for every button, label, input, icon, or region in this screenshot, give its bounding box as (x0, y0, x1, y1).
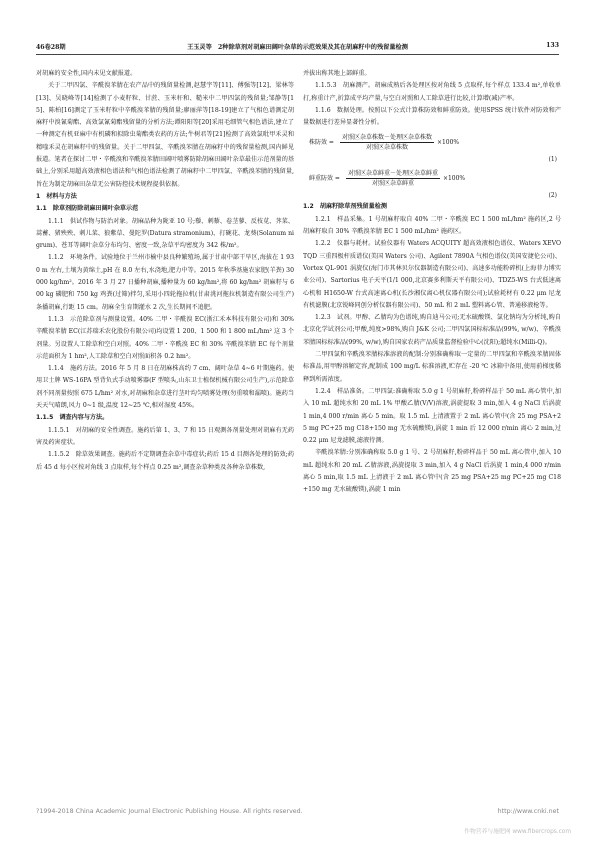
section-heading: 1.1.5 调查内容与方法。 (36, 414, 109, 422)
paragraph: 1.1.5.1 对胡麻的安全性调查。施药后第 1、3、7 和 15 日观测各剂量处理对胡麻有无药害及药害症状。 (36, 426, 294, 446)
running-header (36, 40, 559, 55)
paragraph: 1.2.2 仪器与耗材。试验仪器有 Waters ACQUITY 超高效液相色谱仪、Waters XEVO TQD 三重四极杆质谱仪(美国 Waters 公司)、Agilent 7890A 气相色谱仪(美国安捷伦公司)、Vortex QL-901 涡旋仪(海门市其林贝尔仪器制造有限公司)、高速多功能粉碎机(上海菲力博实业公司)、Sartorius 电子天平(1/1 000,北京赛多利斯天平有限公司)、TDZ5-WS 台式低速离心机和 H1650-W 台式高速离心机(长沙湘仪离心机仪器有限公司);试验耗材有 0.22 μm 尼龙有机滤膜(北京锐峰同创分析仪器有限公司)、50 mL 和 2 mL 塑料离心管、普通移液枪等。 (303, 240, 561, 309)
formula-suffix: ×100% (442, 174, 466, 182)
copyright-text: ?1994-2018 China Academic Journal Electronic Publishing House. All rights reserved. (36, 808, 303, 815)
page-number: 133 (546, 42, 559, 49)
paragraph: 1.1.5.2 除草效果调查。施药后不定期调查杂草中毒症状;药后 15 d 目测各处理的防效;药后 45 d 每小区按对角线 3 点取样,每个样点 0.25 m²,调查杂草种类及各种杂草株数, (36, 451, 294, 471)
fraction (340, 133, 434, 152)
paragraph: 1.2.1 样品采集。1 号胡麻籽取自 40% 二甲・辛酰溴 EC 1 500 mL/hm² 施药区,2 号胡麻籽取自 30% 辛酰溴苯腈 EC 1 500 mL/hm² 施药区。 (303, 215, 561, 236)
paragraph: 关于二甲四氯、辛酰溴苯腈在农产品中的残留量检测,赵慧宇等[11]、傅强等[12]、梁林等[13]、吴晓峰等[14]检测了小麦籽粒、甘蔗、玉米秆和、糙米中二甲四氯的残留量;邹静等[15]、陈柏[16]测定了玉米籽粒中辛酰溴苯腈的残留量;廖丽萍等[18-19]建立了气相色谱测定胡麻籽中溴氰菊酯、高效氯氰菊酯残留量的分析方法;谭阳阳等[20]采用毛细管气相色谱法,建立了一种测定有机亚麻中有机磷和拟除虫菊酯类农药的方法;牛树君等[21]检测了高效氯吡甲禾灵和精喹禾灵在胡麻籽中的残留量。关于二甲四氯、辛酰溴苯腈在胡麻籽中的残留量检测,国内鲜见报道。笔者在探讨二甲・辛酰溴和辛酰溴苯腈田阔叶喷雾防除胡麻田阔叶杂草最佳示范剂量的基础上,分别采用超高效液相色谱法和气相色谱法检测了胡麻籽中二甲四氯、辛酰溴苯腈的残留量,旨在为制定胡麻田杂草无公害防控技术规程提供依据。 (36, 82, 294, 188)
equation-number: (1) (548, 156, 557, 164)
formula (309, 133, 561, 152)
paragraph: 1.2.3 试剂。甲醇、乙腈均为色谱纯,购自迪马公司;无水硫酸镁、氯化钠均为分析纯,购自北京化学试剂公司;甲酸,纯度>98%,购自 J&K 公司;二甲四氯国标标准品(99%, w/w)、辛酰溴苯腈国标标准品(99%, w/w),购自国家农药产品质量监督检验中心(沈阳);超纯水(Milli-Q)。 (303, 314, 561, 346)
section-heading: 1.1 除草剂防除胡麻田阔叶杂草示范 (36, 205, 139, 213)
numerator: 对照区杂草鲜重－处理区杂草鲜重 (347, 170, 438, 178)
footer-link[interactable]: http://www.cnki.net (497, 808, 559, 815)
watermark: 作物营养与施肥网 www.fibercrops.com (464, 829, 571, 835)
denominator: 对照区杂草鲜重 (371, 180, 414, 188)
paragraph: 1.1.4 施药方法。2016 年 5 月 8 日在胡麻株高约 7 cm、阔叶杂草 4~6 叶期施药。使用卫士牌 WS-16PA 型背负式手动喷雾器(F 型喷头,山东卫士植保机械有限公司生产),示范除草剂不同剂量按照 675 L/hm² 对水,对胡麻和杂草进行茎叶均匀喷雾处理(勿重喷和漏喷)。施药当天天气晴朗,风力 0~1 级,温度 12~25 ℃,相对湿度 45%。 (36, 365, 294, 410)
paragraph: 辛酰溴苯腈:分别准确称取 5.0 g 1 号、2 号胡麻籽,粉碎样品于 50 mL 离心管中,加入 10 mL 超纯水和 20 mL 乙腈溶液,涡旋提取 3 min,加入 4 g NaCl 后涡旋 1 min,4 000 r/min 离心 5 min,取 1.5 mL 上清液于 2 mL 离心管中(含 25 mg PSA+25 mg PC+25 mg C18+150 mg 无水硫酸镁),涡旋 1 min (303, 449, 561, 494)
formula-block (303, 133, 561, 201)
paragraph: 1.1.6 数据处理。按照以下公式计算株防效和鲜重防效。使用SPSS 统计软件对防效和产量数据进行差异显著性分析。 (303, 106, 561, 127)
paragraph: 1.1.5.3 胡麻测产。胡麻成熟后各处理区按对角线 5 点取样,每个样点 133.4 m²,单收单打,称重计产,折算成平均产量,与空白对照和人工除草进行比较,计算增(减)产率。 (303, 82, 561, 102)
paragraph: 1.1.1 供试作物与防治对象。胡麻品种为陇亚 10 号;藜、刺藜、卷茎蓼、反枝苋、荠菜、蒿蓄、猪殃殃、刺儿菜、狼紫草、曼陀罗(Datura stramonium)、打碗花、龙葵(Solanum nigrum)、苍耳等阔叶杂草分布均匀、密度一致,杂草平均密度为 342 株/m²。 (36, 217, 294, 250)
denominator: 对照区杂草株数 (365, 144, 408, 152)
formula-name: 鲜重防效 = (309, 174, 340, 182)
right-column (303, 68, 561, 497)
formula (309, 169, 561, 188)
paragraph: 并拔出称其地上部鲜重。 (303, 70, 371, 77)
paragraph: 1.2.4 样品准备。二甲四氯:准确称取 5.0 g 1 号胡麻籽,粉碎样品于 50 mL 离心管中,加入 10 mL 超纯水和 20 mL 1% 甲酸乙腈(V/V)溶液,涡旋提取 3 min,加入 4 g NaCl 后涡旋 1 min,4 000 r/min 离心 5 min。取 1.5 mL 上清液置于 2 mL 离心管中(含 25 mg PSA+25 mg PC+25 mg C18+150 mg 无水硫酸镁),涡旋 1 min 后 12 000 r/min 离心 2 min,过 0.22 μm 尼龙滤膜,滤液待测。 (303, 387, 561, 445)
paragraph: 二甲四氯和辛酰溴苯腈标准溶液的配制:分别准确称取一定量的二甲四氯和辛酰溴苯腈固体标准品,用甲醇溶解定容,配制成 100 mg/L 标准溶液,贮存在 -20 ℃ 冰箱中备用,使用前梯度稀释到所需浓度。 (303, 351, 561, 383)
formula-suffix: ×100% (436, 138, 460, 146)
fraction (346, 169, 440, 188)
copyright-footer (36, 808, 559, 815)
article-running-title: 王玉灵等 2种除草剂对胡麻田阔叶杂草的示范效果及其在胡麻籽中的残留量检测 (187, 44, 408, 51)
formula-name: 株防效 = (309, 138, 334, 146)
section-heading: 1 材料与方法 (36, 192, 77, 200)
section-heading: 1.2 胡麻籽除草剂残留量检测 (303, 203, 387, 211)
paragraph: 1.1.3 示范除草剂与测量设置。40% 二甲・辛酰溴 EC(浙江禾本科技有限公司)和 30% 辛酰溴苯腈 EC(江苏瑞禾农化股份有限公司)均设置 1 200、1 500 和 1 800 mL/hm² 这 3 个剂量。另设置人工除草和空白对照。40% 二甲・辛酰溴 EC 和 30% 辛酰溴苯腈 EC 每个剂量示范面积为 1 hm²,人工除草和空白对照面积各 0.2 hm²。 (36, 315, 294, 360)
equation-number: (2) (548, 192, 557, 200)
paragraph: 对胡麻的安全性,国内未见文献报道。 (36, 70, 137, 77)
numerator: 对照区杂草株数－处理区杂草株数 (341, 134, 432, 142)
journal-volume: 46卷28期 (36, 44, 66, 51)
left-column (36, 68, 294, 474)
paragraph: 1.1.2 环境条件。试验地位于兰州市榆中县良种繁殖场,属于甘肃中部干旱区,海拔在 1 930 m 左右,土壤为黄绵土,pH 在 8.0 左右,水浇地,肥力中等。2015 年秋季基施农家肥(羊粪) 30 000 kg/hm²。2016 年 3 月 27 日播种胡麻,播种量为 60 kg/hm²,将 60 kg/hm² 胡麻籽与 600 kg 磷肥和 750 kg 鸡粪(过筛)拌匀,采用小四轮拖拉机(甘肃洮河拖拉机制造有限公司生产)条播胡麻,行距 15 cm。胡麻全生育期灌水 2 次,生长期间不追肥。 (36, 254, 294, 311)
